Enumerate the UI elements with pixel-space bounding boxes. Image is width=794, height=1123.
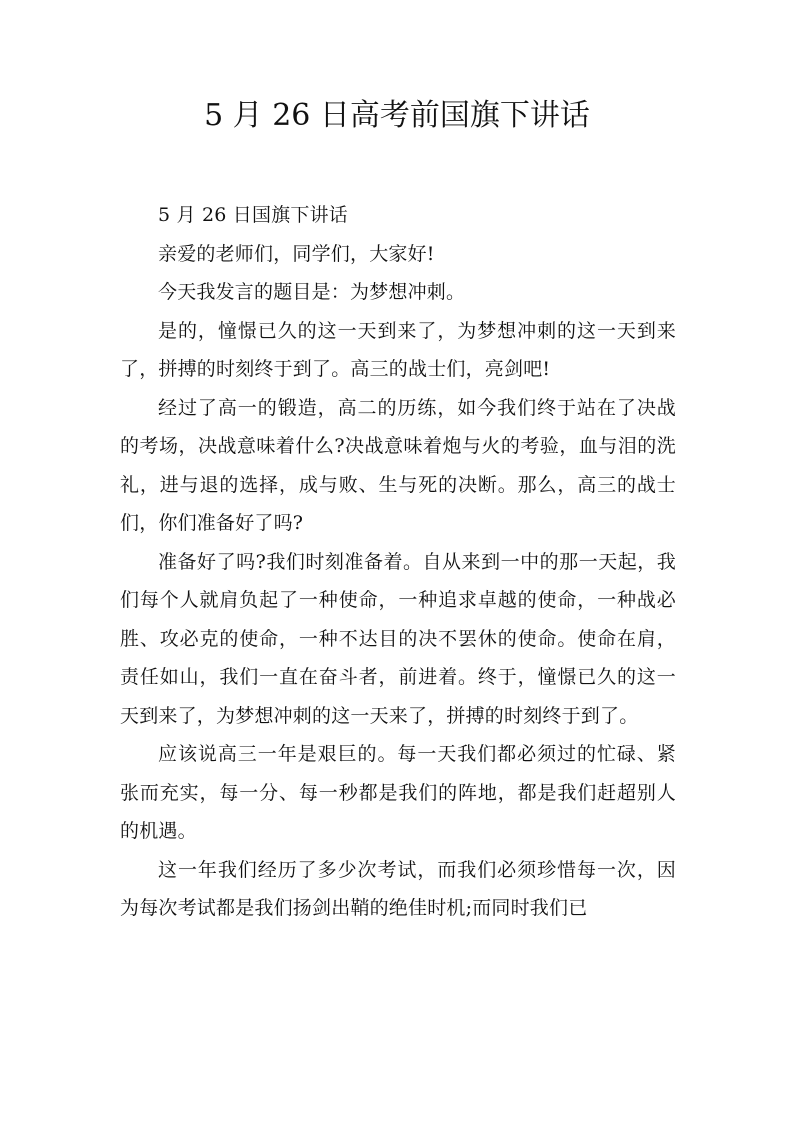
paragraph-4: 应该说高三一年是艰巨的。每一天我们都必须过的忙碌、紧张而充实，每一分、每一秒都是我们的阵地，都是我们赶超别人的机遇。: [120, 743, 676, 842]
paragraph-heading-line: 5 月 26 日国旗下讲话: [158, 204, 348, 226]
paragraph-5: 这一年我们经历了多少次考试，而我们必须珍惜每一次，因为每次考试都是我们扬剑出鞘的绝佳时机;而同时我们已: [120, 858, 676, 919]
document-title: 5 月 26 日高考前国旗下讲话: [204, 98, 590, 133]
paragraph-3: 准备好了吗?我们时刻准备着。自从来到一中的那一天起，我们每个人就肩负起了一种使命，一种追求卓越的使命，一种战必胜、攻必克的使命，一种不达目的决不罢休的使命。使命在肩，责任如山，我们一直在奋斗者，前进着。终于，憧憬已久的这一天到来了，为梦想冲刺的这一天来了，拼搏的时刻终于到了。: [120, 550, 676, 727]
document-body: [120, 196, 676, 928]
paragraph-greeting: 亲爱的老师们，同学们，大家好!: [158, 242, 435, 265]
paragraph-topic: 今天我发言的题目是：为梦想冲刺。: [158, 281, 466, 303]
paragraph-2: 经过了高一的锻造，高二的历练，如今我们终于站在了决战的考场，决战意味着什么?决战意味着炮与火的考验，血与泪的洗礼，进与退的选择，成与败、生与死的决断。那么，高三的战士们，你们准备好了吗?: [120, 396, 676, 534]
paragraph-1: 是的，憧憬已久的这一天到来了，为梦想冲刺的这一天到来了，拼搏的时刻终于到了。高三的战士们，亮剑吧!: [120, 319, 676, 380]
